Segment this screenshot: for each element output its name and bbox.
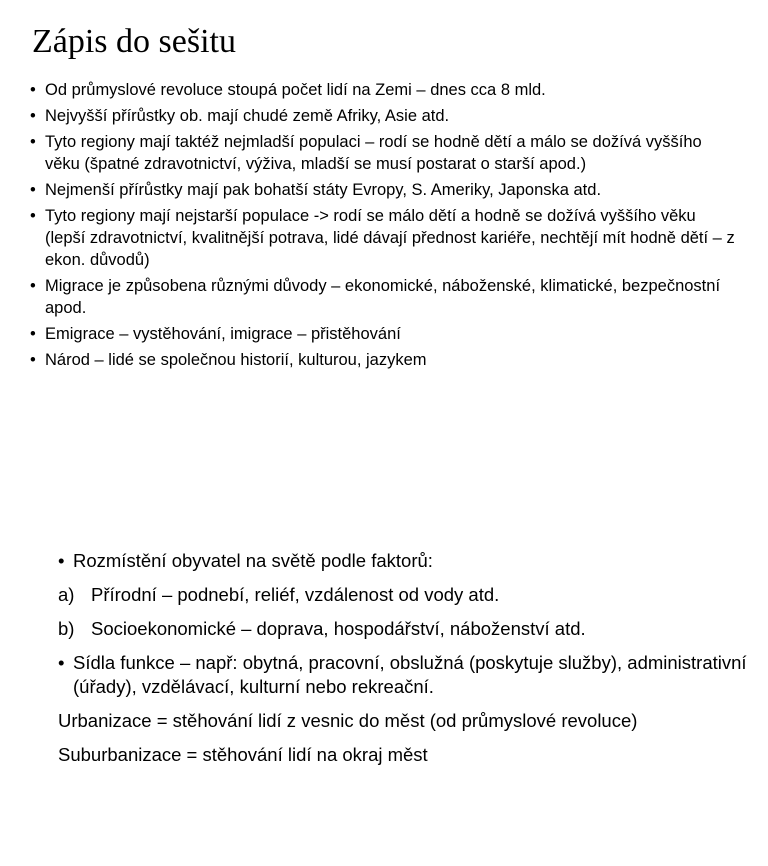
- list-marker-a: a): [58, 584, 75, 605]
- bullet-icon: •: [30, 133, 36, 151]
- settlement-functions: [58, 651, 748, 699]
- list-item: [30, 349, 735, 371]
- factor-socioeconomic-text: Socioekonomické – doprava, hospodářství, náboženství atd.: [91, 618, 586, 639]
- notes-list: [30, 79, 735, 375]
- list-item: [30, 105, 735, 127]
- list-item: [30, 131, 735, 175]
- distribution-intro-text: Rozmístění obyvatel na světě podle faktorů:: [73, 550, 433, 571]
- list-marker-b: b): [58, 618, 75, 639]
- bullet-icon: •: [30, 107, 36, 125]
- suburbanization-definition: Suburbanizace = stěhování lidí na okraj měst: [58, 744, 428, 765]
- urbanization-definition: Urbanizace = stěhování lidí z vesnic do měst (od průmyslové revoluce): [58, 710, 638, 731]
- list-item-text: Národ – lidé se společnou historií, kulturou, jazykem: [45, 351, 427, 369]
- bullet-icon: •: [30, 277, 36, 295]
- list-item-text: Emigrace – vystěhování, imigrace – přistěhování: [45, 325, 401, 343]
- distribution-intro: [58, 549, 748, 573]
- factor-natural: [58, 583, 748, 607]
- list-item: [30, 275, 735, 319]
- settlement-functions-text: Sídla funkce – např: obytná, pracovní, obslužná (poskytuje služby), administrativní (úřady), vzdělávací, kulturní nebo rekreační.: [73, 652, 747, 697]
- page-title: Zápis do sešitu: [32, 23, 236, 60]
- bullet-icon: •: [30, 351, 36, 369]
- factor-natural-text: Přírodní – podnebí, reliéf, vzdálenost od vody atd.: [91, 584, 500, 605]
- bullet-icon: •: [30, 325, 36, 343]
- list-item-text: Tyto regiony mají taktéž nejmladší populaci – rodí se hodně dětí a málo se dožívá vyššího věku (špatné zdravotnictví, výživa, mladší se musí postarat o starší apod.): [45, 133, 702, 173]
- bullet-icon: •: [30, 181, 36, 199]
- list-item-text: Od průmyslové revoluce stoupá počet lidí na Zemi – dnes cca 8 mld.: [45, 81, 546, 99]
- list-item: [30, 205, 735, 271]
- bullet-icon: •: [30, 81, 36, 99]
- list-item-text: Nejvyšší přírůstky ob. mají chudé země Afriky, Asie atd.: [45, 107, 450, 125]
- factor-socioeconomic: [58, 617, 748, 641]
- list-item: [30, 323, 735, 345]
- list-item-text: Nejmenší přírůstky mají pak bohatší státy Evropy, S. Ameriky, Japonska atd.: [45, 181, 602, 199]
- bullet-icon: •: [30, 207, 36, 225]
- bullet-icon: •: [58, 652, 65, 673]
- distribution-section: [58, 549, 748, 777]
- list-item: [30, 179, 735, 201]
- list-item-text: Migrace je způsobena různými důvody – ekonomické, náboženské, klimatické, bezpečnostní apod.: [45, 277, 721, 317]
- bullet-icon: •: [58, 550, 65, 571]
- list-item: [30, 79, 735, 101]
- list-item-text: Tyto regiony mají nejstarší populace -> rodí se málo dětí a hodně se dožívá vyššího věku (lepší zdravotnictví, kvalitnější potrava, lidé dávají přednost kariéře, nechtějí mít hodně dětí – z ekon. důvodů): [45, 207, 735, 269]
